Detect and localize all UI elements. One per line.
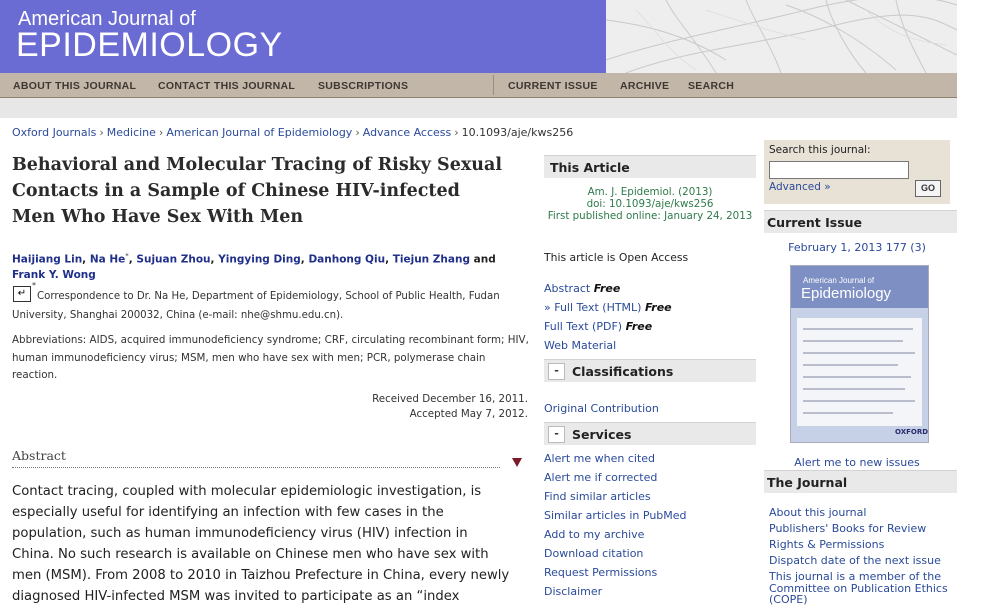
author-link[interactable]: Frank Y. Wong <box>12 268 96 281</box>
collapse-minus-icon[interactable]: - <box>548 363 565 380</box>
full-text-pdf-link[interactable] <box>544 320 652 333</box>
search-label: Search this journal: <box>769 144 871 156</box>
citation-doi: doi: 10.1093/aje/kws256 <box>586 198 714 210</box>
free-tag: Free <box>625 320 653 333</box>
author-link[interactable]: Na He <box>89 253 126 266</box>
breadcrumb-oxford-journals[interactable]: Oxford Journals <box>12 126 97 139</box>
nav-search[interactable]: SEARCH <box>688 80 735 92</box>
breadcrumb-advance-access[interactable]: Advance Access <box>362 126 452 139</box>
breadcrumb-separator: › <box>99 126 104 139</box>
citation-journal: Am. J. Epidemiol. (2013) <box>587 186 713 198</box>
accepted-date: Accepted May 7, 2012. <box>409 408 528 420</box>
author-link[interactable]: Yingying Ding <box>218 253 301 266</box>
breadcrumb-medicine[interactable]: Medicine <box>106 126 156 139</box>
abbreviations-note: Abbreviations: AIDS, acquired immunodeficiency syndrome; CRF, circulating recombinant form; HIV, human immunodeficiency virus; MSM, men who have sex with men; PCR, polymerase chain reaction. <box>12 334 529 381</box>
current-issue-date-link[interactable]: February 1, 2013 177 (3) <box>788 241 926 254</box>
full-text-html-link[interactable] <box>544 301 672 314</box>
open-access-note: This article is Open Access <box>544 251 689 264</box>
dispatch-date-link[interactable]: Dispatch date of the next issue <box>769 554 941 567</box>
cover-publisher-mark: OXFORD <box>895 428 929 436</box>
breadcrumb-separator: › <box>158 126 164 139</box>
journal-name-line1: American Journal of <box>18 8 196 30</box>
nav-subscriptions[interactable]: SUBSCRIPTIONS <box>318 80 409 92</box>
link-label[interactable]: Abstract <box>544 282 591 295</box>
cover-title-small: American Journal of <box>803 276 875 285</box>
free-tag: Free <box>644 301 672 314</box>
return-arrow-icon[interactable]: ↵ <box>13 286 31 302</box>
cover-contents <box>797 318 922 426</box>
author-link[interactable]: Haijiang Lin <box>12 253 83 266</box>
journal-banner <box>0 0 957 73</box>
article-title: Behavioral and Molecular Tracing of Risky Sexual Contacts in a Sample of Chinese HIV-infected Men Who Have Sex With Men <box>12 155 502 227</box>
abstract-heading: Abstract <box>12 448 66 463</box>
classifications-header[interactable] <box>544 359 756 382</box>
nav-divider <box>493 75 494 95</box>
citation-info <box>544 186 756 222</box>
rights-permissions-link[interactable]: Rights & Permissions <box>769 538 885 551</box>
journal-name-line2: EPIDEMIOLOGY <box>16 26 283 64</box>
journal-search-box <box>764 140 950 204</box>
services-heading: Services <box>572 427 632 442</box>
search-input[interactable] <box>769 161 909 179</box>
link-label[interactable]: Web Material <box>544 339 617 352</box>
abstract-divider <box>12 467 500 468</box>
banner-logo-area[interactable] <box>0 0 606 73</box>
author-link[interactable]: Danhong Qiu <box>308 253 386 266</box>
breadcrumb-doi: 10.1093/aje/kws256 <box>461 126 574 139</box>
alert-cited-link[interactable]: Alert me when cited <box>544 452 656 465</box>
classification-link[interactable]: Original Contribution <box>544 402 659 415</box>
nav-current-issue[interactable]: CURRENT ISSUE <box>508 80 598 92</box>
alert-corrected-link[interactable]: Alert me if corrected <box>544 471 658 484</box>
page-edge <box>957 0 983 605</box>
search-go-button[interactable]: GO <box>915 180 941 197</box>
collapse-minus-icon[interactable]: - <box>548 426 565 443</box>
author-list: Haijiang Lin, Na He*, Sujuan Zhou, Yingying Ding, Danhong Qiu, Tiejun Zhang and Frank Y. Wong <box>12 252 496 281</box>
classifications-heading: Classifications <box>572 364 674 379</box>
journal-cover-image[interactable] <box>790 265 929 443</box>
nav-about-journal[interactable]: ABOUT THIS JOURNAL <box>13 80 137 92</box>
author-mark: * <box>125 252 129 260</box>
author-link[interactable]: Sujuan Zhou <box>136 253 211 266</box>
nav-archive[interactable]: ARCHIVE <box>620 80 670 92</box>
author-conjunction: and <box>473 253 496 266</box>
the-journal-heading: The Journal <box>767 475 848 490</box>
banner-leaf-pattern <box>606 0 957 73</box>
correspondence-note: Correspondence to Dr. Na He, Department of Epidemiology, School of Public Health, Fudan University, Shanghai 200032, China (e-mail: nhe@shmu.edu.cn). <box>12 291 500 321</box>
cope-member-link[interactable]: This journal is a member of the Committee on Publication Ethics (COPE) <box>769 570 948 606</box>
nav-contact-journal[interactable]: CONTACT THIS JOURNAL <box>158 80 296 92</box>
alert-new-issues-link[interactable]: Alert me to new issues <box>794 456 920 469</box>
about-journal-link[interactable]: About this journal <box>769 506 867 519</box>
sub-navigation-bar <box>0 98 957 118</box>
add-archive-link[interactable]: Add to my archive <box>544 528 645 541</box>
cover-header-band <box>791 266 928 308</box>
link-label[interactable]: » Full Text (HTML) <box>544 301 642 314</box>
the-journal-header <box>764 470 957 493</box>
services-header[interactable] <box>544 422 756 445</box>
books-review-link[interactable]: Publishers' Books for Review <box>769 522 927 535</box>
current-issue-heading: Current Issue <box>767 215 863 230</box>
first-published: First published online: January 24, 2013 <box>547 210 753 222</box>
find-similar-link[interactable]: Find similar articles <box>544 490 651 503</box>
this-article-header <box>544 155 756 178</box>
request-permissions-link[interactable]: Request Permissions <box>544 566 658 579</box>
link-label[interactable]: Full Text (PDF) <box>544 320 623 333</box>
web-material-link[interactable] <box>544 339 616 352</box>
advanced-search-link[interactable]: Advanced » <box>769 181 831 193</box>
this-article-heading: This Article <box>550 160 630 175</box>
collapse-triangle-icon[interactable] <box>512 458 522 467</box>
top-navigation <box>0 73 957 98</box>
breadcrumb-separator: › <box>355 126 360 139</box>
article-dates <box>300 392 528 422</box>
breadcrumb-journal[interactable]: American Journal of Epidemiology <box>166 126 353 139</box>
current-issue-header <box>764 210 957 233</box>
footnote-mark: * <box>32 281 36 290</box>
abstract-text: Contact tracing, coupled with molecular epidemiologic investigation, is especially useful for identifying an infection with few cases in the population, such as human immunodeficiency virus (HIV) infection in China. No such research is available on Chinese men who have sex with men (MSM). From 2008 to 2010 in Taizhou Prefecture in China, every newly diagnosed HIV-infected MSM was invited to participate as an “index <box>12 484 510 604</box>
breadcrumb-separator: › <box>454 126 459 139</box>
author-link[interactable]: Tiejun Zhang <box>392 253 470 266</box>
disclaimer-link[interactable]: Disclaimer <box>544 585 603 598</box>
breadcrumb <box>12 126 573 139</box>
leaf-vein-graphic <box>606 0 957 73</box>
cover-title-big: Epidemiology <box>801 285 892 302</box>
download-citation-link[interactable]: Download citation <box>544 547 644 560</box>
free-tag: Free <box>593 282 621 295</box>
received-date: Received December 16, 2011. <box>372 393 528 405</box>
pubmed-similar-link[interactable]: Similar articles in PubMed <box>544 509 687 522</box>
abstract-link[interactable] <box>544 282 620 295</box>
